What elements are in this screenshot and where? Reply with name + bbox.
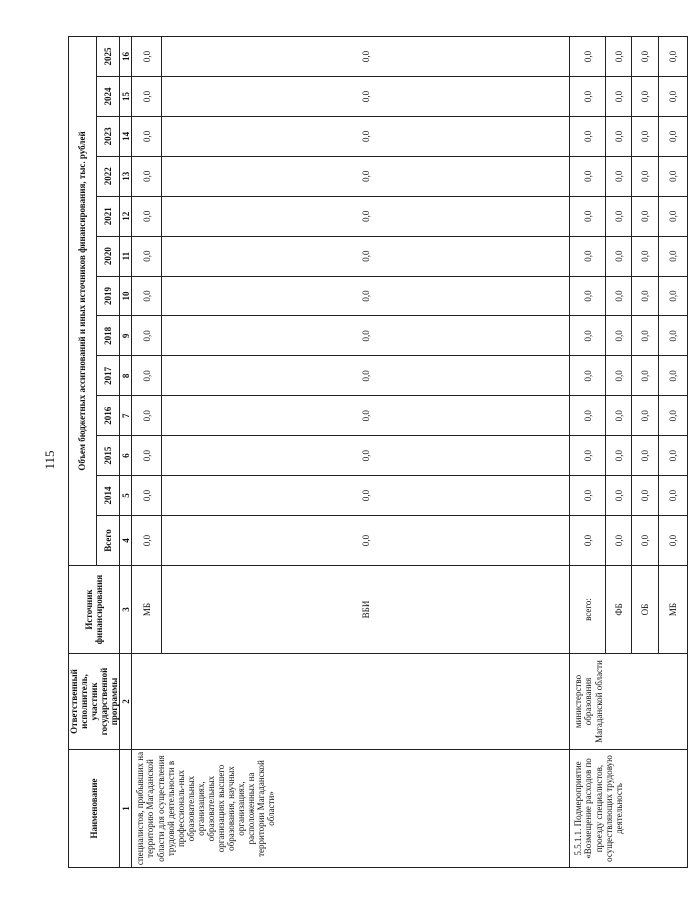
header-year-2018: 2018 <box>97 316 120 356</box>
funding-source: ФБ <box>606 566 632 654</box>
year-value: 0,0 <box>162 37 570 77</box>
header-year-2024: 2024 <box>97 77 120 117</box>
year-value: 0,0 <box>606 436 632 476</box>
year-value: 0,0 <box>632 356 659 396</box>
year-value: 0,0 <box>132 236 162 276</box>
year-value: 0,0 <box>162 156 570 196</box>
year-value: 0,0 <box>606 276 632 316</box>
year-value: 0,0 <box>632 37 659 77</box>
funding-source: МБ <box>659 566 688 654</box>
year-value: 0,0 <box>570 396 606 436</box>
year-value: 0,0 <box>632 236 659 276</box>
total-value: 0,0 <box>570 516 606 566</box>
year-value: 0,0 <box>659 156 688 196</box>
year-value: 0,0 <box>162 356 570 396</box>
column-number: 14 <box>120 116 132 156</box>
budget-table-rotated <box>68 36 679 868</box>
year-value: 0,0 <box>570 316 606 356</box>
column-number: 11 <box>120 236 132 276</box>
year-value: 0,0 <box>570 356 606 396</box>
year-value: 0,0 <box>132 156 162 196</box>
year-value: 0,0 <box>570 156 606 196</box>
year-value: 0,0 <box>659 37 688 77</box>
year-value: 0,0 <box>606 476 632 516</box>
year-value: 0,0 <box>132 196 162 236</box>
activity-name: 5.5.1.1. Подмероприятие «Возмещение расходов по проезду специалистов, осуществляющих трудовую деятельность <box>570 750 688 868</box>
column-number: 8 <box>120 356 132 396</box>
year-value: 0,0 <box>570 116 606 156</box>
total-value: 0,0 <box>659 516 688 566</box>
year-value: 0,0 <box>162 396 570 436</box>
column-number: 15 <box>120 77 132 117</box>
column-number: 10 <box>120 276 132 316</box>
total-value: 0,0 <box>606 516 632 566</box>
column-number: 9 <box>120 316 132 356</box>
header-year-2015: 2015 <box>97 436 120 476</box>
year-value: 0,0 <box>632 476 659 516</box>
year-value: 0,0 <box>132 396 162 436</box>
column-number: 6 <box>120 436 132 476</box>
year-value: 0,0 <box>162 77 570 117</box>
total-value: 0,0 <box>162 516 570 566</box>
column-number: 2 <box>120 654 132 750</box>
year-value: 0,0 <box>570 236 606 276</box>
year-value: 0,0 <box>632 276 659 316</box>
year-value: 0,0 <box>606 196 632 236</box>
year-value: 0,0 <box>632 436 659 476</box>
header-year-2021: 2021 <box>97 196 120 236</box>
funding-source: МБ <box>132 566 162 654</box>
year-value: 0,0 <box>570 476 606 516</box>
year-value: 0,0 <box>132 37 162 77</box>
year-value: 0,0 <box>570 37 606 77</box>
header-executor: Ответственный исполнитель, участник государственной программы <box>69 654 120 750</box>
year-value: 0,0 <box>659 356 688 396</box>
year-value: 0,0 <box>570 196 606 236</box>
year-value: 0,0 <box>132 116 162 156</box>
column-number: 13 <box>120 156 132 196</box>
header-year-2022: 2022 <box>97 156 120 196</box>
column-number: 4 <box>120 516 132 566</box>
header-year-2019: 2019 <box>97 276 120 316</box>
year-value: 0,0 <box>132 77 162 117</box>
header-total: Всего <box>97 516 120 566</box>
year-value: 0,0 <box>162 316 570 356</box>
executor <box>132 654 570 750</box>
header-year-2017: 2017 <box>97 356 120 396</box>
year-value: 0,0 <box>632 196 659 236</box>
year-value: 0,0 <box>132 276 162 316</box>
year-value: 0,0 <box>659 77 688 117</box>
header-year-2020: 2020 <box>97 236 120 276</box>
table-row <box>132 37 162 868</box>
total-value: 0,0 <box>632 516 659 566</box>
year-value: 0,0 <box>659 396 688 436</box>
header-year-2016: 2016 <box>97 396 120 436</box>
header-volume: Объем бюджетных ассигнований и иных источников финансирования, тыс. рублей <box>69 37 97 566</box>
year-value: 0,0 <box>162 116 570 156</box>
header-year-2023: 2023 <box>97 116 120 156</box>
budget-table <box>68 36 688 868</box>
year-value: 0,0 <box>570 276 606 316</box>
year-value: 0,0 <box>659 276 688 316</box>
year-value: 0,0 <box>632 116 659 156</box>
year-value: 0,0 <box>132 316 162 356</box>
table-row <box>570 37 606 868</box>
year-value: 0,0 <box>606 37 632 77</box>
page-number: 115 <box>42 450 57 470</box>
year-value: 0,0 <box>606 116 632 156</box>
header-year-2014: 2014 <box>97 476 120 516</box>
year-value: 0,0 <box>606 316 632 356</box>
year-value: 0,0 <box>659 436 688 476</box>
year-value: 0,0 <box>162 236 570 276</box>
year-value: 0,0 <box>132 476 162 516</box>
funding-source: ОБ <box>632 566 659 654</box>
year-value: 0,0 <box>659 196 688 236</box>
year-value: 0,0 <box>570 436 606 476</box>
total-value: 0,0 <box>132 516 162 566</box>
year-value: 0,0 <box>162 476 570 516</box>
year-value: 0,0 <box>606 236 632 276</box>
funding-source: ВБИ <box>162 566 570 654</box>
year-value: 0,0 <box>632 77 659 117</box>
year-value: 0,0 <box>606 396 632 436</box>
year-value: 0,0 <box>659 316 688 356</box>
year-value: 0,0 <box>659 116 688 156</box>
year-value: 0,0 <box>659 236 688 276</box>
year-value: 0,0 <box>606 156 632 196</box>
year-value: 0,0 <box>659 476 688 516</box>
executor: министерство образования Магаданской области <box>570 654 688 750</box>
year-value: 0,0 <box>162 436 570 476</box>
column-number: 12 <box>120 196 132 236</box>
year-value: 0,0 <box>632 156 659 196</box>
year-value: 0,0 <box>632 316 659 356</box>
header-row-top <box>69 37 97 868</box>
column-number: 7 <box>120 396 132 436</box>
year-value: 0,0 <box>162 276 570 316</box>
header-year-2025: 2025 <box>97 37 120 77</box>
year-value: 0,0 <box>132 356 162 396</box>
header-source: Источник финансирования <box>69 566 120 654</box>
year-value: 0,0 <box>162 196 570 236</box>
column-number: 5 <box>120 476 132 516</box>
funding-source: всего: <box>570 566 606 654</box>
year-value: 0,0 <box>606 77 632 117</box>
year-value: 0,0 <box>632 396 659 436</box>
column-number: 3 <box>120 566 132 654</box>
header-name: Наименование <box>69 750 120 868</box>
column-numbers-row <box>120 37 132 868</box>
year-value: 0,0 <box>570 77 606 117</box>
column-number: 16 <box>120 37 132 77</box>
year-value: 0,0 <box>132 436 162 476</box>
activity-name: специалистов, прибывших на территорию Магаданской области для осуществления трудовой деятельности в профессиональ-ных образовательных организациях, образовательных организациях высшего образования, научных организациях, расположенных на территории Магаданской области» <box>132 750 570 868</box>
year-value: 0,0 <box>606 356 632 396</box>
column-number: 1 <box>120 750 132 868</box>
